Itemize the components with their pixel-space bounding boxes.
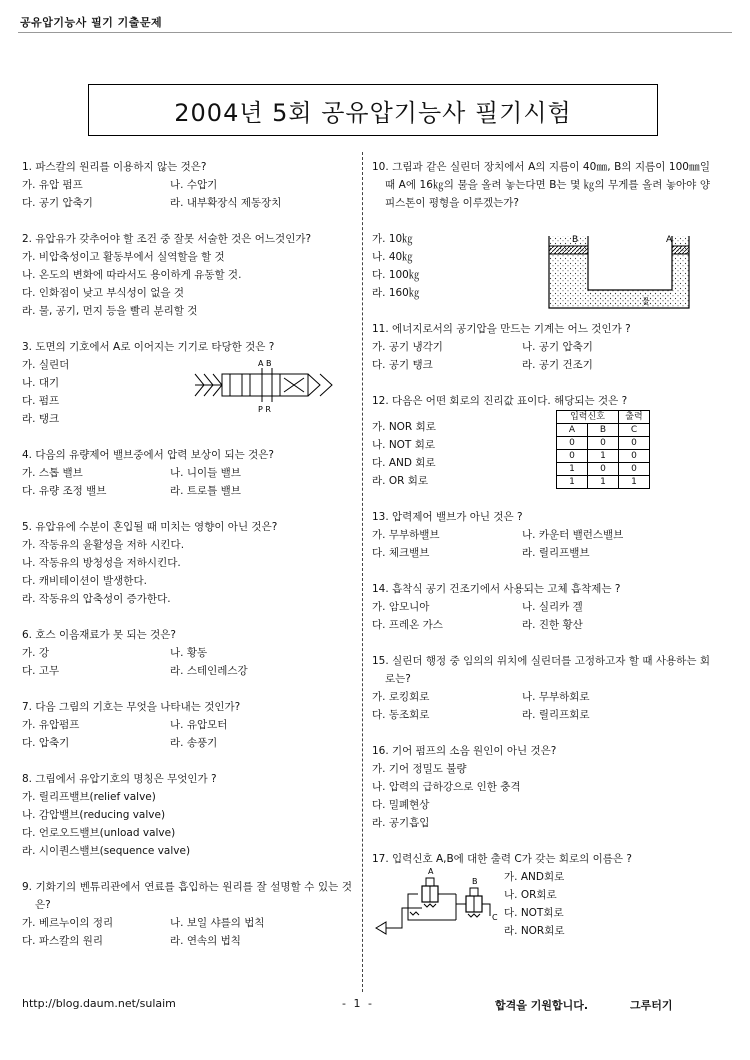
option-row <box>22 716 352 734</box>
option: 라. 공기 건조기 <box>522 359 593 371</box>
option: 다. 체크밸브 <box>372 547 430 559</box>
truth-table <box>556 410 650 489</box>
option: 가. 암모니아 <box>372 601 430 613</box>
truth-cell: 0 <box>619 437 650 450</box>
truth-cell: 1 <box>588 450 619 463</box>
option: 나. 카운터 밸런스밸브 <box>522 529 624 541</box>
question-9 <box>22 878 352 950</box>
option-row <box>22 194 352 212</box>
option: 다. 밀폐현상 <box>372 799 430 811</box>
cylinder-label-a: A <box>666 235 673 245</box>
option: 나. 보일 샤를의 법칙 <box>170 917 265 929</box>
footer-message: 합격을 기원합니다. <box>495 999 589 1012</box>
question-stem: 1. 파스칼의 원리를 이용하지 않는 것은? <box>22 161 207 173</box>
option: 라. 송풍기 <box>170 737 218 749</box>
option: 다. 캐비테이션이 발생한다. <box>22 575 147 587</box>
option: 나. 무부하회로 <box>522 691 590 703</box>
option: 다. 공기 탱크 <box>372 359 433 371</box>
option: 다. 공기 압축기 <box>22 197 93 209</box>
option: 라. 릴리프밸브 <box>522 547 590 559</box>
option: 라. 트로틀 밸브 <box>170 485 241 497</box>
circuit-label-a: A <box>428 867 434 876</box>
valve-ports-bottom: P R <box>258 405 271 414</box>
option: 나. NOT 회로 <box>372 439 435 451</box>
option: 다. 펌프 <box>22 395 60 407</box>
question-11 <box>372 320 710 374</box>
truth-cell: 0 <box>588 463 619 476</box>
option: 나. 40㎏ <box>372 251 413 263</box>
option-row <box>372 616 710 634</box>
option-row <box>22 734 352 752</box>
option: 나. 수압기 <box>170 179 218 191</box>
truth-cell: 1 <box>619 476 650 489</box>
question-stem: 7. 다음 그림의 기호는 무엇을 나타내는 것인가? <box>22 701 241 713</box>
cylinder-fluid-label: 물 <box>642 297 650 306</box>
valve-ports-top: A B <box>258 359 272 368</box>
option: 다. 100㎏ <box>372 269 420 281</box>
option: 다. 파스칼의 원리 <box>22 935 104 947</box>
option: 가. 실린더 <box>22 359 70 371</box>
truth-cell: 1 <box>557 463 588 476</box>
option: 나. 황동 <box>170 647 208 659</box>
question-16 <box>372 742 710 832</box>
exam-title: 2004년 5회 공유압기능사 필기시험 <box>174 98 572 127</box>
truth-cell: 1 <box>557 476 588 489</box>
option-row <box>22 644 352 662</box>
option: 라. 공기흡입 <box>372 817 430 829</box>
question-stem: 12. 다음은 어떤 회로의 진리값 표이다. 해당되는 것은 ? <box>372 395 628 407</box>
question-stem: 9. 기화기의 벤튜리관에서 연료를 흡입하는 원리를 잘 설명할 수 있는 것은? <box>22 881 352 911</box>
question-stem: 16. 기어 펌프의 소음 원인이 아닌 것은? <box>372 745 557 757</box>
option: 가. 비압축성이고 활동부에서 실역할을 할 것 <box>22 251 225 263</box>
question-17 <box>372 850 710 940</box>
option: 라. 스테인레스강 <box>170 665 248 677</box>
logic-valve-circuit-figure <box>372 864 500 942</box>
question-5 <box>22 518 352 608</box>
option: 가. 작동유의 윤활성을 저하 시킨다. <box>22 539 185 551</box>
exam-title-box <box>88 84 658 136</box>
option: 나. 공기 압축기 <box>522 341 593 353</box>
option-row <box>22 914 352 932</box>
question-stem: 6. 호스 이음재료가 못 되는 것은? <box>22 629 176 641</box>
truth-table-input-header: 입력신호 <box>557 411 619 424</box>
option: 가. 릴리프밸브(relief valve) <box>22 791 156 803</box>
question-3 <box>22 338 352 428</box>
option: 나. 실리카 겔 <box>522 601 583 613</box>
option: 라. 작동유의 압축성이 증가한다. <box>22 593 171 605</box>
option-row <box>22 464 352 482</box>
option: 나. 니이들 밸브 <box>170 467 241 479</box>
truth-table-col: A <box>557 424 588 437</box>
option: 가. 유압 펌프 <box>22 179 83 191</box>
document-header: 공유압기능사 필기 기출문제 <box>20 16 163 29</box>
question-stem: 3. 도면의 기호에서 A로 이어지는 기기로 타당한 것은 ? <box>22 341 275 353</box>
option-row <box>372 338 710 356</box>
truth-table-col: B <box>588 424 619 437</box>
option: 다. 유량 조정 밸브 <box>22 485 107 497</box>
circuit-label-b: B <box>472 877 478 886</box>
question-stem: 10. 그림과 같은 실린더 장치에서 A의 지름이 40㎜, B의 지름이 100㎜일 때 A에 16㎏의 물을 올려 놓는다면 B는 몇 ㎏의 무게를 올려 놓아야 양 피스톤이 평형을 이루겠는가? <box>372 161 710 209</box>
option: 라. 연속의 법칙 <box>170 935 241 947</box>
question-stem: 5. 유압유에 수분이 혼입될 때 미치는 영향이 아닌 것은? <box>22 521 278 533</box>
footer-author: 그루터기 <box>630 999 673 1012</box>
question-stem: 11. 에너지로서의 공기압을 만드는 기계는 어느 것인가 ? <box>372 323 631 335</box>
option-row <box>22 932 352 950</box>
truth-table-output-header: 출력 <box>619 411 650 424</box>
left-column <box>22 158 352 968</box>
valve-symbol-figure <box>190 356 340 414</box>
option-row <box>372 598 710 616</box>
option: 나. 감압밸브(reducing valve) <box>22 809 166 821</box>
option-row <box>372 526 710 544</box>
circuit-label-c: C <box>492 913 498 922</box>
option: 가. 강 <box>22 647 49 659</box>
question-stem: 2. 유압유가 갖추어야 할 조건 중 잘못 서술한 것은 어느것인가? <box>22 233 312 245</box>
option: 라. 시이퀀스밸브(sequence valve) <box>22 845 191 857</box>
option: 가. 공기 냉각기 <box>372 341 443 353</box>
page-number: - 1 - <box>342 997 374 1010</box>
column-divider <box>362 152 363 992</box>
question-8 <box>22 770 352 860</box>
option: 나. 유압모터 <box>170 719 228 731</box>
question-10 <box>372 158 710 306</box>
question-stem: 14. 흡착식 공기 건조기에서 사용되는 고체 흡착제는 ? <box>372 583 621 595</box>
option: 가. 기어 정밀도 불량 <box>372 763 467 775</box>
option: 다. NOT회로 <box>504 907 564 919</box>
option: 가. 베르누이의 정리 <box>22 917 114 929</box>
option-row <box>372 356 710 374</box>
question-6 <box>22 626 352 680</box>
option: 가. NOR 회로 <box>372 421 436 433</box>
option: 가. 스톱 밸브 <box>22 467 83 479</box>
question-12 <box>372 392 710 490</box>
truth-cell: 0 <box>557 437 588 450</box>
question-2 <box>22 230 352 320</box>
option-row <box>372 706 710 724</box>
option: 라. OR 회로 <box>372 475 429 487</box>
truth-cell: 0 <box>557 450 588 463</box>
right-column <box>372 158 710 958</box>
option: 라. 릴리프회로 <box>522 709 590 721</box>
truth-cell: 1 <box>588 476 619 489</box>
option: 나. 온도의 변화에 따라서도 용이하게 유동할 것. <box>22 269 242 281</box>
option: 다. 언로오드밸브(unload valve) <box>22 827 176 839</box>
option: 다. 압축기 <box>22 737 70 749</box>
option-row <box>22 662 352 680</box>
option: 나. OR회로 <box>504 889 557 901</box>
truth-cell: 0 <box>619 463 650 476</box>
truth-cell: 0 <box>619 450 650 463</box>
question-15 <box>372 652 710 724</box>
option: 다. 프레온 가스 <box>372 619 443 631</box>
question-stem: 13. 압력제어 밸브가 아닌 것은 ? <box>372 511 523 523</box>
option: 나. 압력의 급하강으로 인한 충격 <box>372 781 521 793</box>
question-stem: 4. 다음의 유량제어 밸브중에서 압력 보상이 되는 것은? <box>22 449 274 461</box>
option: 다. 인화점이 낮고 부식성이 없을 것 <box>22 287 185 299</box>
option: 가. 유압펌프 <box>22 719 80 731</box>
question-14 <box>372 580 710 634</box>
question-stem: 17. 입력신호 A,B에 대한 출력 C가 갖는 회로의 이름은 ? <box>372 853 632 865</box>
option-row <box>22 176 352 194</box>
option: 가. 10㎏ <box>372 233 413 245</box>
question-stem: 15. 실린더 행정 중 임의의 위치에 실린더를 고정하고자 할 때 사용하는 회로는? <box>372 655 710 685</box>
option: 가. AND회로 <box>504 871 565 883</box>
option: 라. 160㎏ <box>372 287 420 299</box>
question-4 <box>22 446 352 500</box>
option: 나. 대기 <box>22 377 60 389</box>
option: 가. 무부하밸브 <box>372 529 440 541</box>
option: 다. AND 회로 <box>372 457 436 469</box>
option: 다. 동조회로 <box>372 709 430 721</box>
option: 나. 작동유의 방청성을 저하시킨다. <box>22 557 181 569</box>
option: 라. 진한 황산 <box>522 619 583 631</box>
footer-url: http://blog.daum.net/sulaim <box>22 997 176 1010</box>
question-7 <box>22 698 352 752</box>
truth-cell: 0 <box>588 437 619 450</box>
option-row <box>22 482 352 500</box>
question-1 <box>22 158 352 212</box>
cylinder-figure <box>544 232 694 312</box>
option: 라. NOR회로 <box>504 925 565 937</box>
question-13 <box>372 508 710 562</box>
option: 라. 탱크 <box>22 413 60 425</box>
option-row <box>372 688 710 706</box>
question-stem: 8. 그림에서 유압기호의 명칭은 무엇인가 ? <box>22 773 217 785</box>
option: 다. 고무 <box>22 665 60 677</box>
option: 라. 물, 공기, 먼지 등을 빨리 분리할 것 <box>22 305 198 317</box>
option: 라. 내부확장식 제동장치 <box>170 197 282 209</box>
header-divider <box>18 32 732 33</box>
truth-table-col: C <box>619 424 650 437</box>
option: 가. 로킹회로 <box>372 691 430 703</box>
option-row <box>372 544 710 562</box>
